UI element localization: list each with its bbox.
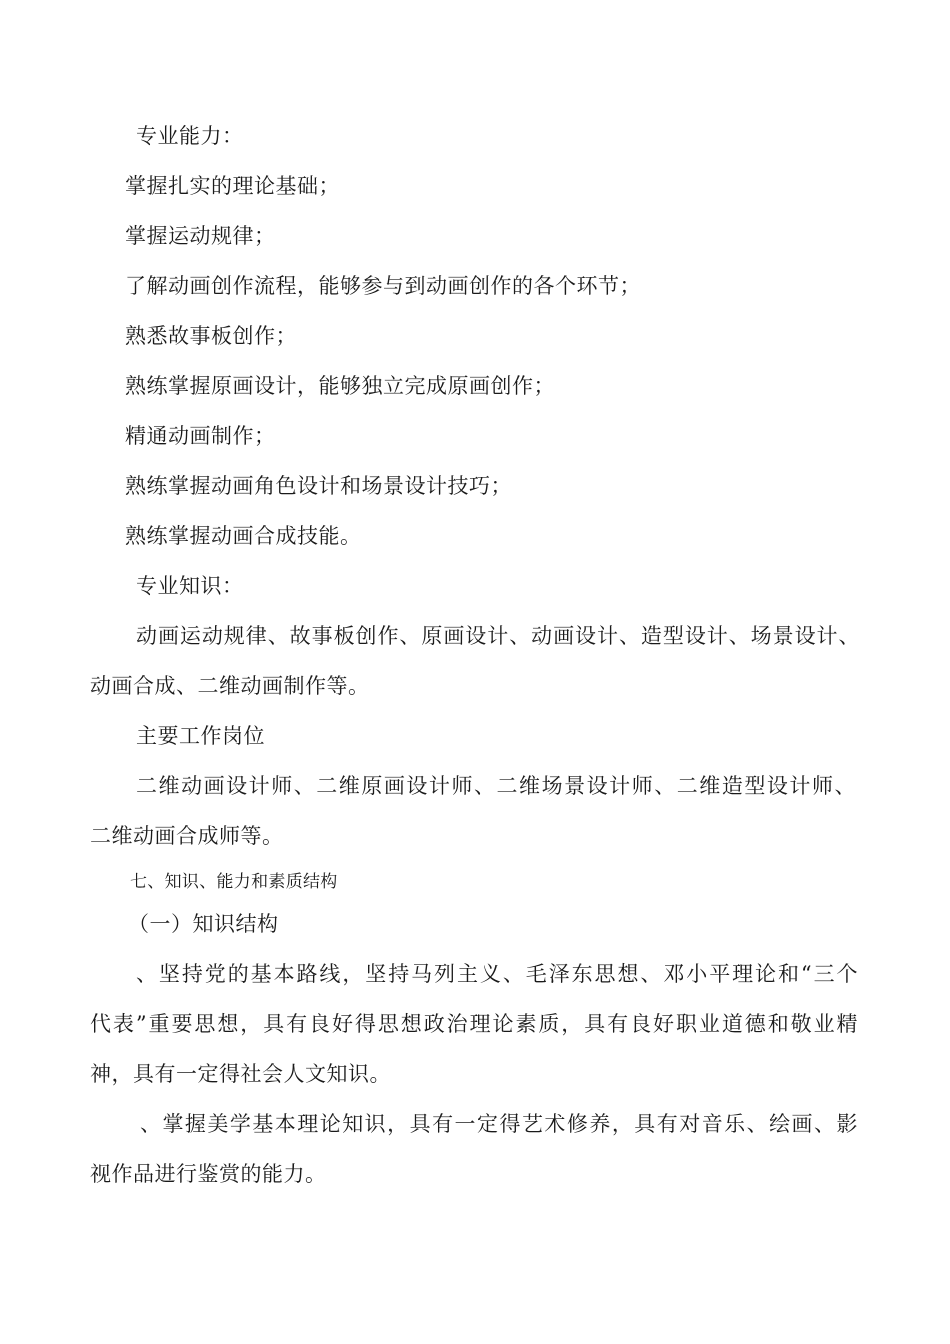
ability-item: 精通动画制作； [125,424,276,448]
knowledge-paragraph-line: 动画合成、二维动画制作等。 [90,674,370,698]
ability-item: 熟练掌握动画角色设计和场景设计技巧； [125,474,512,498]
knowledge-paragraph-line: 动画运动规律、故事板创作、原画设计、动画设计、造型设计、场景设计、 [136,624,860,648]
heading-professional-ability: 专业能力： [136,124,244,148]
ability-item: 熟悉故事板创作； [125,324,297,348]
ability-item: 熟练掌握动画合成技能。 [125,524,362,548]
section-heading-seven: 七、知识、能力和素质结构 [130,872,338,892]
ability-item: 了解动画创作流程，能够参与到动画创作的各个环节； [125,274,641,298]
ability-item: 熟练掌握原画设计，能够独立完成原画创作； [125,374,555,398]
ability-item: 掌握扎实的理论基础； [125,174,340,198]
positions-paragraph-line: 二维动画合成师等。 [90,824,284,848]
positions-paragraph-line: 二维动画设计师、二维原画设计师、二维场景设计师、二维造型设计师、 [136,774,856,798]
heading-professional-knowledge: 专业知识： [136,574,244,598]
structure-paragraph-line: 代表”重要思想，具有良好得思想政治理论素质，具有良好职业道德和敬业精 [90,1012,858,1036]
subsection-heading-knowledge-structure: （一）知识结构 [128,912,279,936]
aesthetics-paragraph-line: 视作品进行鉴赏的能力。 [90,1162,327,1186]
structure-paragraph-line: 、坚持党的基本路线，坚持马列主义、毛泽东思想、邓小平理论和“三个 [136,962,858,986]
aesthetics-paragraph-line: 、掌握美学基本理论知识，具有一定得艺术修养，具有对音乐、绘画、影 [140,1112,858,1136]
heading-main-positions: 主要工作岗位 [136,724,265,748]
structure-paragraph-line: 神，具有一定得社会人文知识。 [90,1062,391,1086]
ability-item: 掌握运动规律； [125,224,276,248]
